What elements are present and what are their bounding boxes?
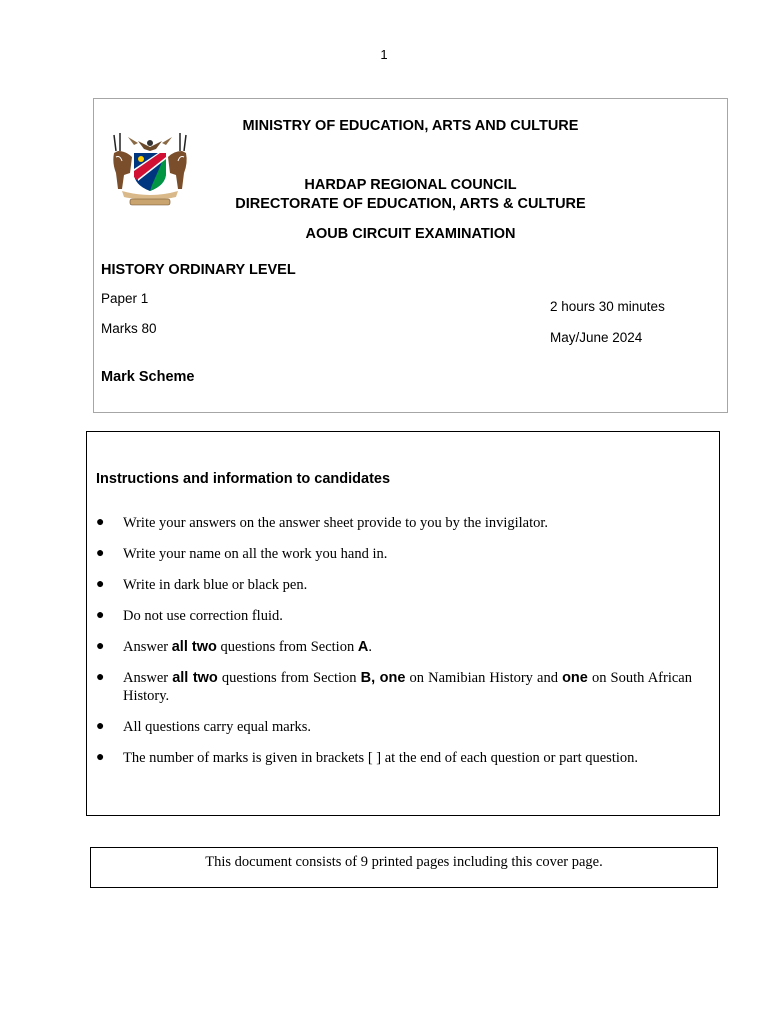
coat-of-arms-icon bbox=[108, 127, 192, 207]
bullet-icon: ● bbox=[96, 515, 105, 530]
subject-title: HISTORY ORDINARY LEVEL bbox=[101, 262, 296, 278]
instructions-title: Instructions and information to candidates bbox=[96, 471, 391, 487]
header-box bbox=[93, 98, 728, 413]
instructions-list bbox=[96, 514, 692, 767]
instruction-item: ● Answer all two questions from Section B, one on Namibian History and one on South African History. bbox=[96, 670, 692, 704]
instruction-item: ● Write your name on all the work you hand in. bbox=[96, 546, 388, 562]
bullet-icon: ● bbox=[96, 670, 105, 685]
instruction-item: ● Write your answers on the answer sheet provide to you by the invigilator. bbox=[96, 515, 549, 531]
bullet-icon: ● bbox=[96, 639, 105, 654]
directorate-title: DIRECTORATE OF EDUCATION, ARTS & CULTURE bbox=[235, 196, 586, 212]
council-title: HARDAP REGIONAL COUNCIL bbox=[304, 177, 517, 193]
bullet-icon: ● bbox=[96, 546, 105, 561]
instructions-box bbox=[86, 431, 720, 816]
instruction-item: ● Write in dark blue or black pen. bbox=[96, 577, 308, 593]
session-label: May/June 2024 bbox=[550, 330, 643, 345]
bullet-icon: ● bbox=[96, 608, 105, 623]
exam-title: AOUB CIRCUIT EXAMINATION bbox=[305, 226, 516, 242]
paper-label: Paper 1 bbox=[101, 291, 149, 306]
instruction-item: ● The number of marks is given in brackets [ ] at the end of each question or part question. bbox=[96, 750, 638, 766]
page-count-note: This document consists of 9 printed pages including this cover page. bbox=[90, 847, 718, 888]
instruction-item: ● All questions carry equal marks. bbox=[96, 719, 312, 735]
marks-label: Marks 80 bbox=[101, 321, 157, 336]
bullet-icon: ● bbox=[96, 750, 105, 765]
instruction-item: ● Answer all two questions from Section A. bbox=[96, 639, 372, 655]
ministry-title: MINISTRY OF EDUCATION, ARTS AND CULTURE bbox=[242, 118, 579, 134]
page-number: 1 bbox=[380, 47, 388, 62]
instruction-item: ● Do not use correction fluid. bbox=[96, 608, 283, 624]
bullet-icon: ● bbox=[96, 719, 105, 734]
bullet-icon: ● bbox=[96, 577, 105, 592]
duration-label: 2 hours 30 minutes bbox=[550, 299, 665, 314]
mark-scheme-label: Mark Scheme bbox=[101, 369, 195, 385]
